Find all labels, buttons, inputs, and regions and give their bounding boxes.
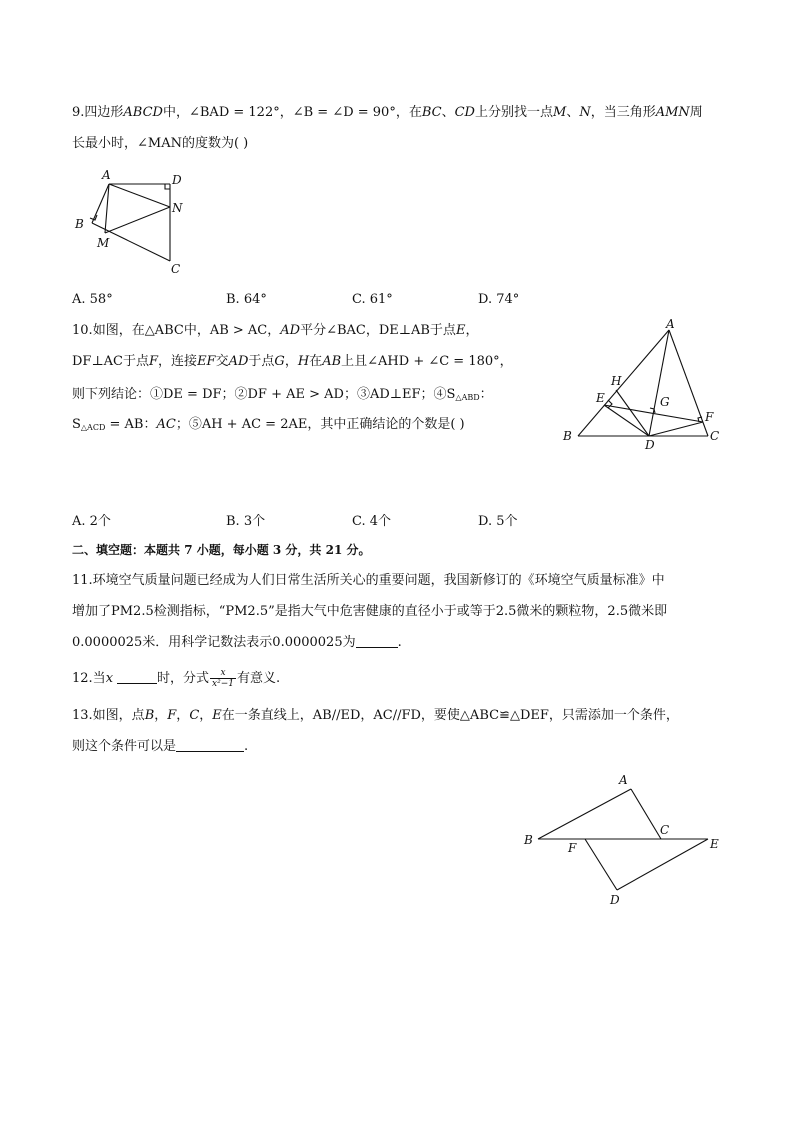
q9-label-d: D bbox=[172, 173, 182, 187]
q13-seg-fd bbox=[585, 839, 617, 890]
q10-label-d: D bbox=[645, 438, 655, 452]
q9-label-c: C bbox=[171, 262, 181, 276]
q10-text: 交 bbox=[215, 354, 229, 369]
q9-seg-mn bbox=[105, 207, 170, 233]
q9-triangle: AMN bbox=[655, 105, 690, 120]
q9-right-angle-b bbox=[90, 215, 97, 220]
q10-seg-hd bbox=[616, 390, 649, 436]
q9-text: 中，∠BAD = 122°，∠B = ∠D = 90°，在 bbox=[162, 105, 422, 120]
q10-text: = AB： bbox=[105, 417, 157, 432]
q9-text: ，当三角形 bbox=[590, 105, 656, 120]
q9-seg: BC bbox=[421, 105, 442, 120]
q9-text: 四边形 bbox=[84, 105, 124, 120]
q10-option-a: A. 2个 bbox=[72, 514, 111, 529]
q9-line1 bbox=[72, 104, 703, 122]
q9-figure bbox=[70, 165, 200, 280]
q10-text: DF⊥AC于点 bbox=[72, 354, 150, 369]
q10-line4 bbox=[72, 416, 465, 437]
q10-seg-ef bbox=[604, 405, 703, 422]
q10-option-d: D. 5个 bbox=[478, 514, 518, 529]
q10-text: 平分∠BAC，DE⊥AB于点 bbox=[300, 323, 456, 338]
q10-text: ： bbox=[479, 387, 493, 402]
q10-seg-df bbox=[649, 422, 703, 436]
q10-line3 bbox=[72, 386, 493, 407]
section2-title: 二、填空题： bbox=[72, 543, 145, 557]
q13-line2 bbox=[72, 738, 248, 756]
q10-seg-de bbox=[604, 405, 649, 436]
q13-label-e: E bbox=[710, 837, 719, 851]
q12-fraction bbox=[210, 668, 236, 689]
q10-text: ，连接 bbox=[158, 354, 198, 369]
q11-line2: 增加了PM2.5检测指标，“PM2.5”是指大气中危害健康的直径小于或等于2.5微米的颗粒物，2.5微米即 bbox=[72, 604, 668, 619]
q9-seg-an bbox=[109, 184, 170, 207]
q9-line2: 长最小时，∠MAN的度数为( ) bbox=[72, 136, 249, 151]
q9-sep: 、 bbox=[566, 105, 580, 120]
q13-seg-ba bbox=[538, 789, 631, 839]
q12-text: 12.当 bbox=[72, 671, 106, 686]
q12-answer-blank[interactable] bbox=[117, 671, 157, 684]
q13-point: E bbox=[212, 708, 222, 723]
q10-text: ；⑤AH + AC = 2AE，其中正确结论的个数是( ) bbox=[175, 417, 465, 432]
section2-header bbox=[72, 541, 370, 559]
q13-text: ， bbox=[176, 708, 190, 723]
q13-text: 13.如图，点 bbox=[72, 708, 145, 723]
q13-figure bbox=[520, 770, 730, 910]
q9-text: 上分别找一点 bbox=[474, 105, 553, 120]
q10-seg: AB bbox=[322, 354, 342, 369]
q11-text: . bbox=[397, 635, 402, 650]
q10-text: 于点 bbox=[248, 354, 275, 369]
q9-option-c: C. 61° bbox=[352, 292, 393, 307]
q9-option-b: B. 64° bbox=[226, 292, 267, 307]
q12-frac-num: x bbox=[210, 668, 236, 679]
q13-point: B bbox=[144, 708, 155, 723]
q10-text: ， bbox=[465, 323, 479, 338]
q10-label-h: H bbox=[611, 374, 622, 388]
q10-seg: AD bbox=[228, 354, 249, 369]
q9-label-n: N bbox=[172, 201, 183, 215]
q13-point: C bbox=[189, 708, 200, 723]
section2-detail: 本题共 7 小题，每小题 3 分，共 21 分。 bbox=[144, 543, 371, 557]
q9-shape: ABCD bbox=[123, 105, 163, 120]
q9-option-d: D. 74° bbox=[478, 292, 520, 307]
q12-variable: x bbox=[105, 671, 114, 686]
q10-option-b: B. 3个 bbox=[226, 514, 266, 529]
q10-figure bbox=[560, 318, 730, 453]
q10-seg-ac bbox=[669, 330, 708, 436]
q10-text: 则下列结论：①DE = DF；②DF + AE > AD；③AD⊥EF；④S bbox=[72, 387, 456, 402]
q9-point: M bbox=[553, 105, 567, 120]
q13-text: 则这个条件可以是 bbox=[72, 739, 177, 754]
q9-point: N bbox=[579, 105, 591, 120]
q9-label-m: M bbox=[97, 236, 110, 250]
q11-text: 0.0000025米．用科学记数法表示0.0000025为 bbox=[72, 635, 356, 650]
q10-label-f: F bbox=[705, 410, 714, 424]
q10-point: H bbox=[297, 354, 310, 369]
q10-seg: AC bbox=[156, 417, 176, 432]
q10-point: G bbox=[274, 354, 285, 369]
q10-number: 10. bbox=[72, 323, 93, 338]
q13-label-b: B bbox=[524, 833, 533, 847]
q12-text: 有意义. bbox=[237, 671, 281, 686]
q10-text: ， bbox=[284, 354, 298, 369]
q9-sep: 、 bbox=[441, 105, 455, 120]
q10-point: F bbox=[149, 354, 159, 369]
q13-seg-de bbox=[617, 839, 708, 890]
q9-option-a: A. 58° bbox=[72, 292, 113, 307]
q13-text: . bbox=[244, 739, 249, 754]
q13-label-f: F bbox=[568, 841, 577, 855]
q10-label-e: E bbox=[596, 391, 605, 405]
q9-number: 9. bbox=[72, 105, 85, 120]
q9-right-angle-d bbox=[165, 184, 170, 189]
q9-seg: CD bbox=[454, 105, 475, 120]
q10-text: S bbox=[72, 417, 81, 432]
q11-line3 bbox=[72, 634, 402, 652]
q10-label-a: A bbox=[666, 317, 675, 331]
q12-text: 时，分式 bbox=[157, 671, 210, 686]
q10-subscript: △ABD bbox=[455, 393, 480, 402]
q10-seg: EF bbox=[197, 354, 216, 369]
q11-answer-blank[interactable] bbox=[356, 635, 398, 648]
q10-right-angle-g bbox=[650, 408, 655, 413]
q9-label-a: A bbox=[102, 168, 111, 182]
q13-label-d: D bbox=[610, 893, 620, 907]
q10-point: E bbox=[455, 323, 466, 338]
q10-seg: AD bbox=[280, 323, 301, 338]
q10-label-g: G bbox=[660, 395, 670, 409]
q10-option-c: C. 4个 bbox=[352, 514, 392, 529]
q12-line bbox=[72, 668, 280, 689]
q13-seg-ac bbox=[631, 789, 661, 839]
q10-text: 上且∠AHD + ∠C = 180°， bbox=[341, 354, 513, 369]
q9-text: 周 bbox=[689, 105, 703, 120]
q13-text: 在一条直线上，AB//ED，AC//FD，要使△ABC≌△DEF，只需添加一个条件， bbox=[221, 708, 679, 723]
q10-text: 如图，在△ABC中，AB > AC， bbox=[92, 323, 281, 338]
q13-text: ， bbox=[154, 708, 168, 723]
q10-subscript: △ACD bbox=[80, 423, 106, 432]
q13-label-a: A bbox=[619, 773, 628, 787]
q10-seg-ad bbox=[649, 330, 669, 436]
q12-frac-den: x²−1 bbox=[212, 679, 234, 689]
q10-line1 bbox=[72, 322, 478, 340]
q13-label-c: C bbox=[660, 823, 670, 837]
q13-line1 bbox=[72, 707, 679, 725]
q10-text: 在 bbox=[309, 354, 323, 369]
q11-line1: 11.环境空气质量问题已经成为人们日常生活所关心的重要问题，我国新修订的《环境空气质量标准》中 bbox=[72, 573, 665, 588]
q10-seg-ab bbox=[578, 330, 669, 436]
q9-label-b: B bbox=[75, 217, 84, 231]
q10-label-c: C bbox=[710, 429, 720, 443]
q13-point: F bbox=[167, 708, 177, 723]
q13-text: ， bbox=[199, 708, 213, 723]
q10-label-b: B bbox=[563, 429, 572, 443]
q13-answer-blank[interactable] bbox=[176, 739, 244, 752]
q10-line2 bbox=[72, 353, 513, 371]
